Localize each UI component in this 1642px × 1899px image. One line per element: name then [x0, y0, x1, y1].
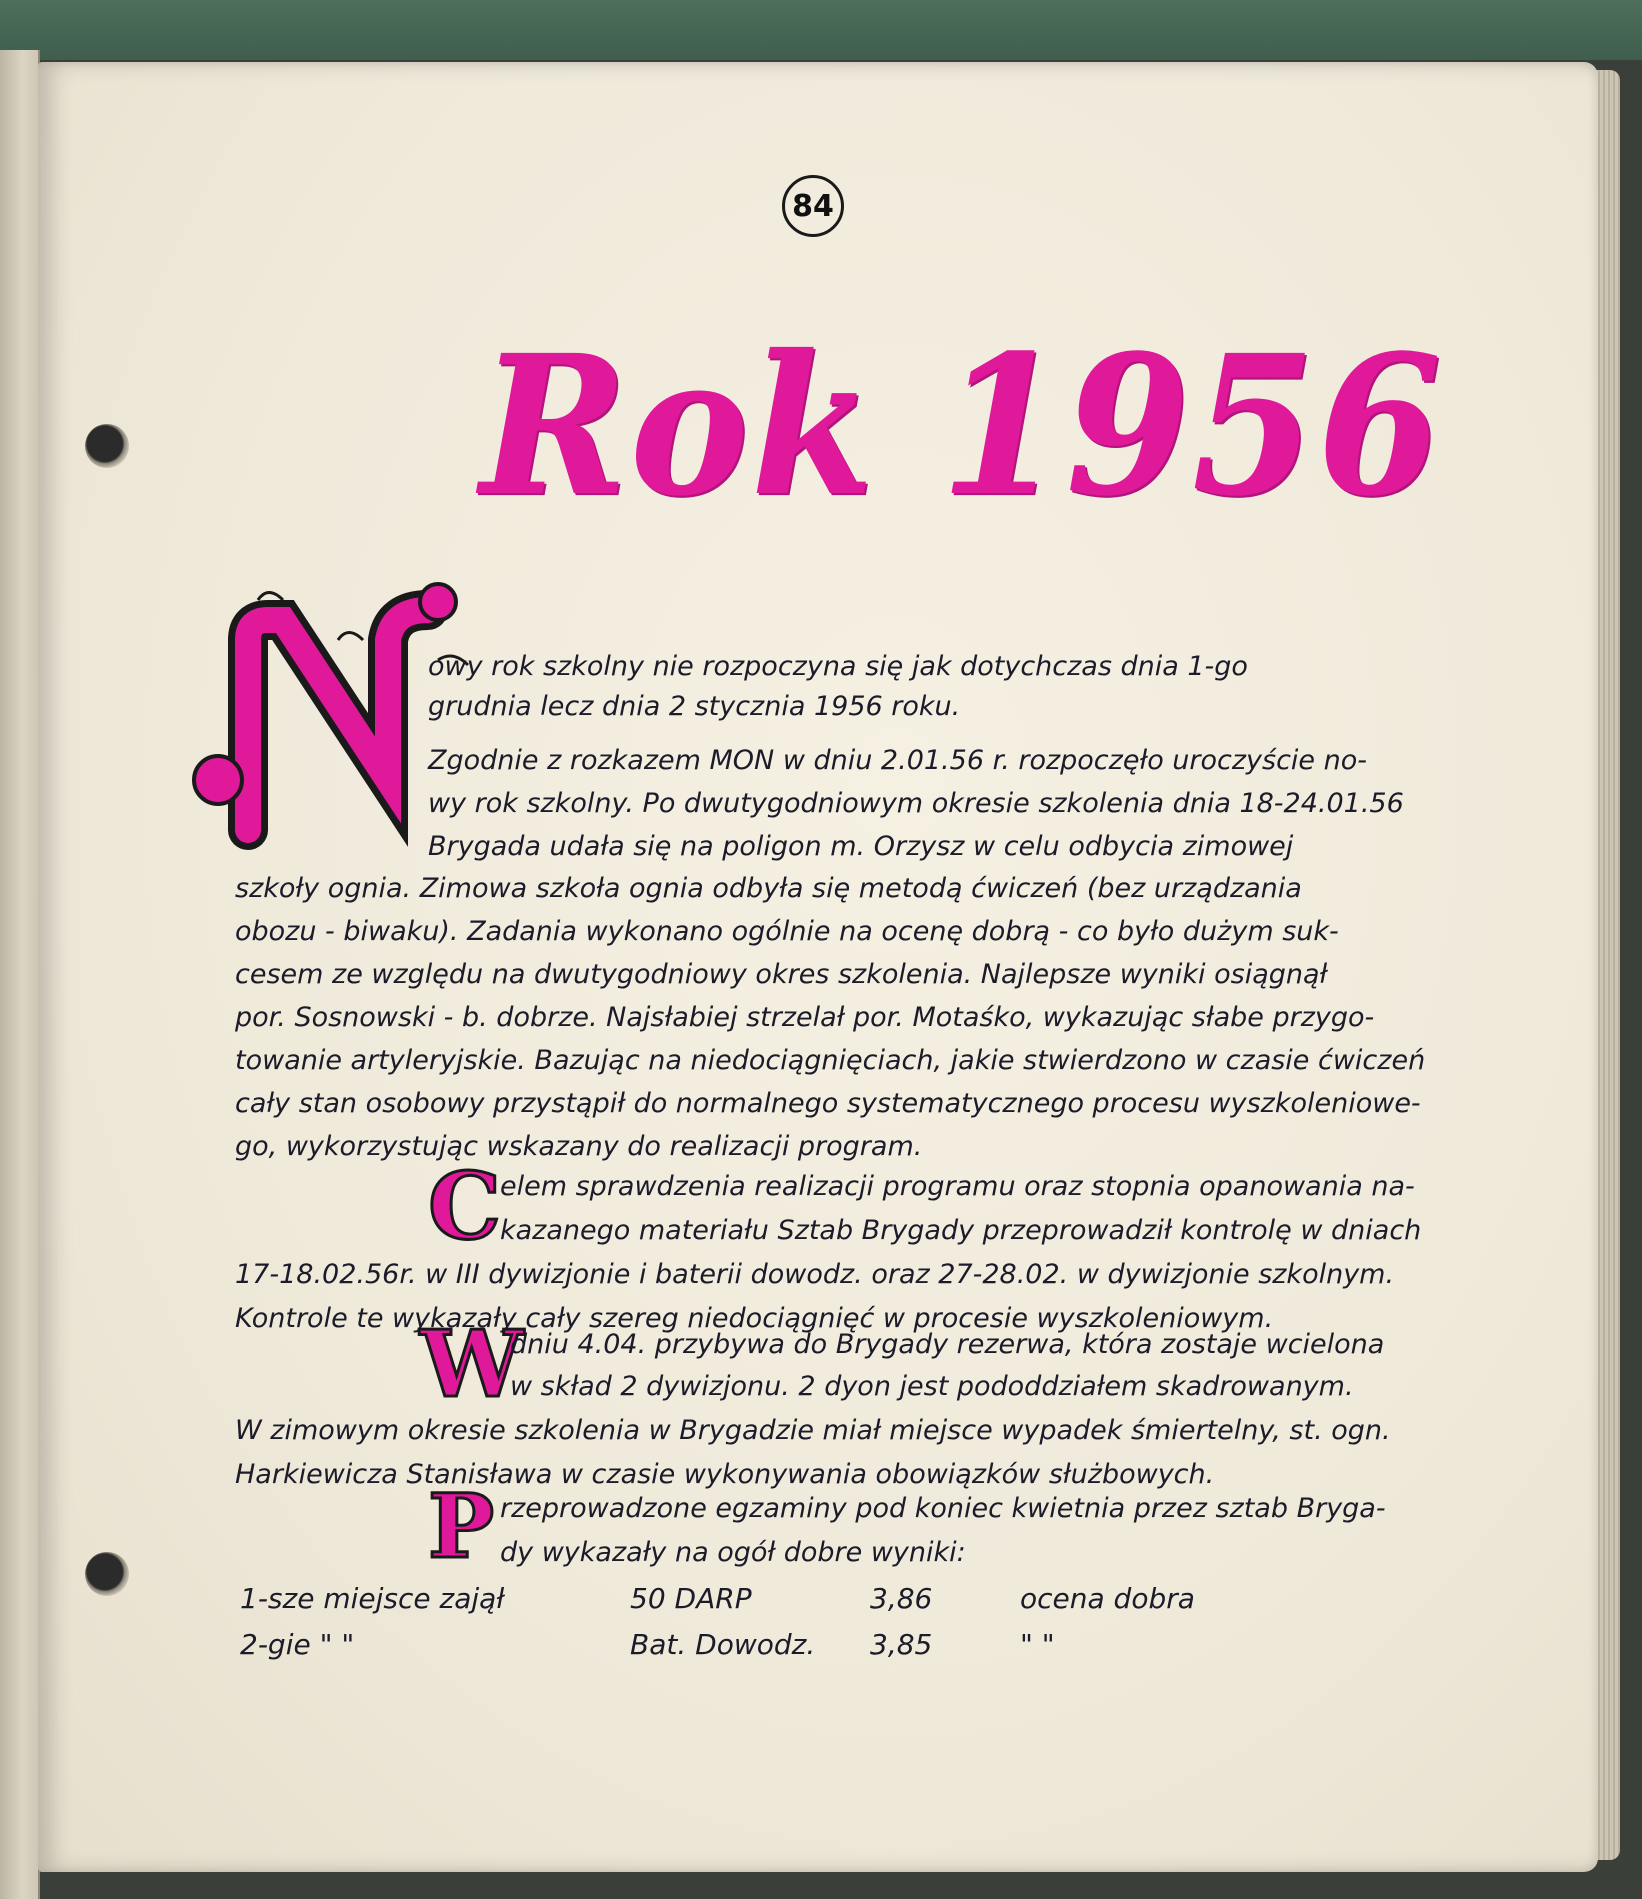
result-place: 1-sze miejsce zajął — [240, 1582, 505, 1615]
result-grade: " " — [1020, 1628, 1055, 1661]
text-line: dniu 4.04. przybywa do Brygady rezerwa, która zostaje wcielona — [510, 1329, 1385, 1360]
text-line: Harkiewicza Stanisława w czasie wykonywania obowiązków służbowych. — [235, 1459, 1215, 1490]
result-unit: Bat. Dowodz. — [630, 1628, 816, 1661]
text-line: Brygada udała się na poligon m. Orzysz w celu odbycia zimowej — [428, 831, 1294, 862]
text-line: go, wykorzystując wskazany do realizacji program. — [235, 1131, 923, 1162]
punch-hole-top-icon — [85, 424, 129, 468]
text-line: w skład 2 dywizjonu. 2 dyon jest pododdziałem skadrowanym. — [510, 1371, 1354, 1402]
result-score: 3,86 — [870, 1582, 933, 1615]
text-line: kazanego materiału Sztab Brygady przeprowadził kontrolę w dniach — [500, 1215, 1422, 1246]
result-place: 2-gie " " — [240, 1628, 355, 1661]
result-score: 3,85 — [870, 1628, 933, 1661]
text-line: elem sprawdzenia realizacji programu oraz stopnia opanowania na- — [500, 1171, 1415, 1202]
result-unit: 50 DARP — [630, 1582, 752, 1615]
text-line: grudnia lecz dnia 2 stycznia 1956 roku. — [428, 691, 961, 722]
punch-hole-bottom-icon — [85, 1552, 129, 1596]
text-line: towanie artyleryjskie. Bazując na niedociągnięciach, jakie stwierdzono w czasie ćwiczeń — [235, 1045, 1426, 1076]
decorative-initial-c: C — [428, 1152, 502, 1260]
text-line: owy rok szkolny nie rozpoczyna się jak dotychczas dnia 1-go — [428, 651, 1248, 682]
page-number: 84 — [782, 175, 844, 237]
result-grade: ocena dobra — [1020, 1582, 1195, 1615]
text-line: Kontrole te wykazały cały szereg niedociągnięć w procesie wyszkoleniowym. — [235, 1303, 1274, 1334]
text-line: Zgodnie z rozkazem MON w dniu 2.01.56 r. rozpoczęło uroczyście no- — [428, 745, 1368, 776]
decorative-initial-w: W — [420, 1310, 524, 1418]
text-line: 17-18.02.56r. w III dywizjonie i baterii dowodz. oraz 27-28.02. w dywizjonie szkolnym. — [235, 1259, 1395, 1290]
text-line: W zimowym okresie szkolenia w Brygadzie miał miejsce wypadek śmiertelny, st. ogn. — [235, 1415, 1391, 1446]
text-line: obozu - biwaku). Zadania wykonano ogólnie na ocenę dobrą - co było dużym suk- — [235, 916, 1339, 947]
decorative-initial-p: P — [428, 1474, 495, 1578]
text-line: szkoły ognia. Zimowa szkoła ognia odbyła się metodą ćwiczeń (bez urządzania — [235, 873, 1302, 904]
page-title: Rok 1956 — [480, 312, 1444, 539]
text-line: wy rok szkolny. Po dwutygodniowym okresie szkolenia dnia 18-24.01.56 — [428, 788, 1404, 819]
text-line: dy wykazały na ogół dobre wyniki: — [500, 1537, 966, 1568]
text-line: cesem ze względu na dwutygodniowy okres szkolenia. Najlepsze wyniki osiągnął — [235, 959, 1328, 990]
text-line: rzeprowadzone egzaminy pod koniec kwietnia przez sztab Bryga- — [500, 1493, 1386, 1524]
left-page-leaf — [0, 50, 40, 1899]
text-line: por. Sosnowski - b. dobrze. Najsłabiej strzelał por. Motaśko, wykazując słabe przygo- — [235, 1002, 1375, 1033]
book-cover-edge — [0, 0, 1642, 60]
text-line: cały stan osobowy przystąpił do normalnego systematycznego procesu wyszkoleniowe- — [235, 1088, 1421, 1119]
